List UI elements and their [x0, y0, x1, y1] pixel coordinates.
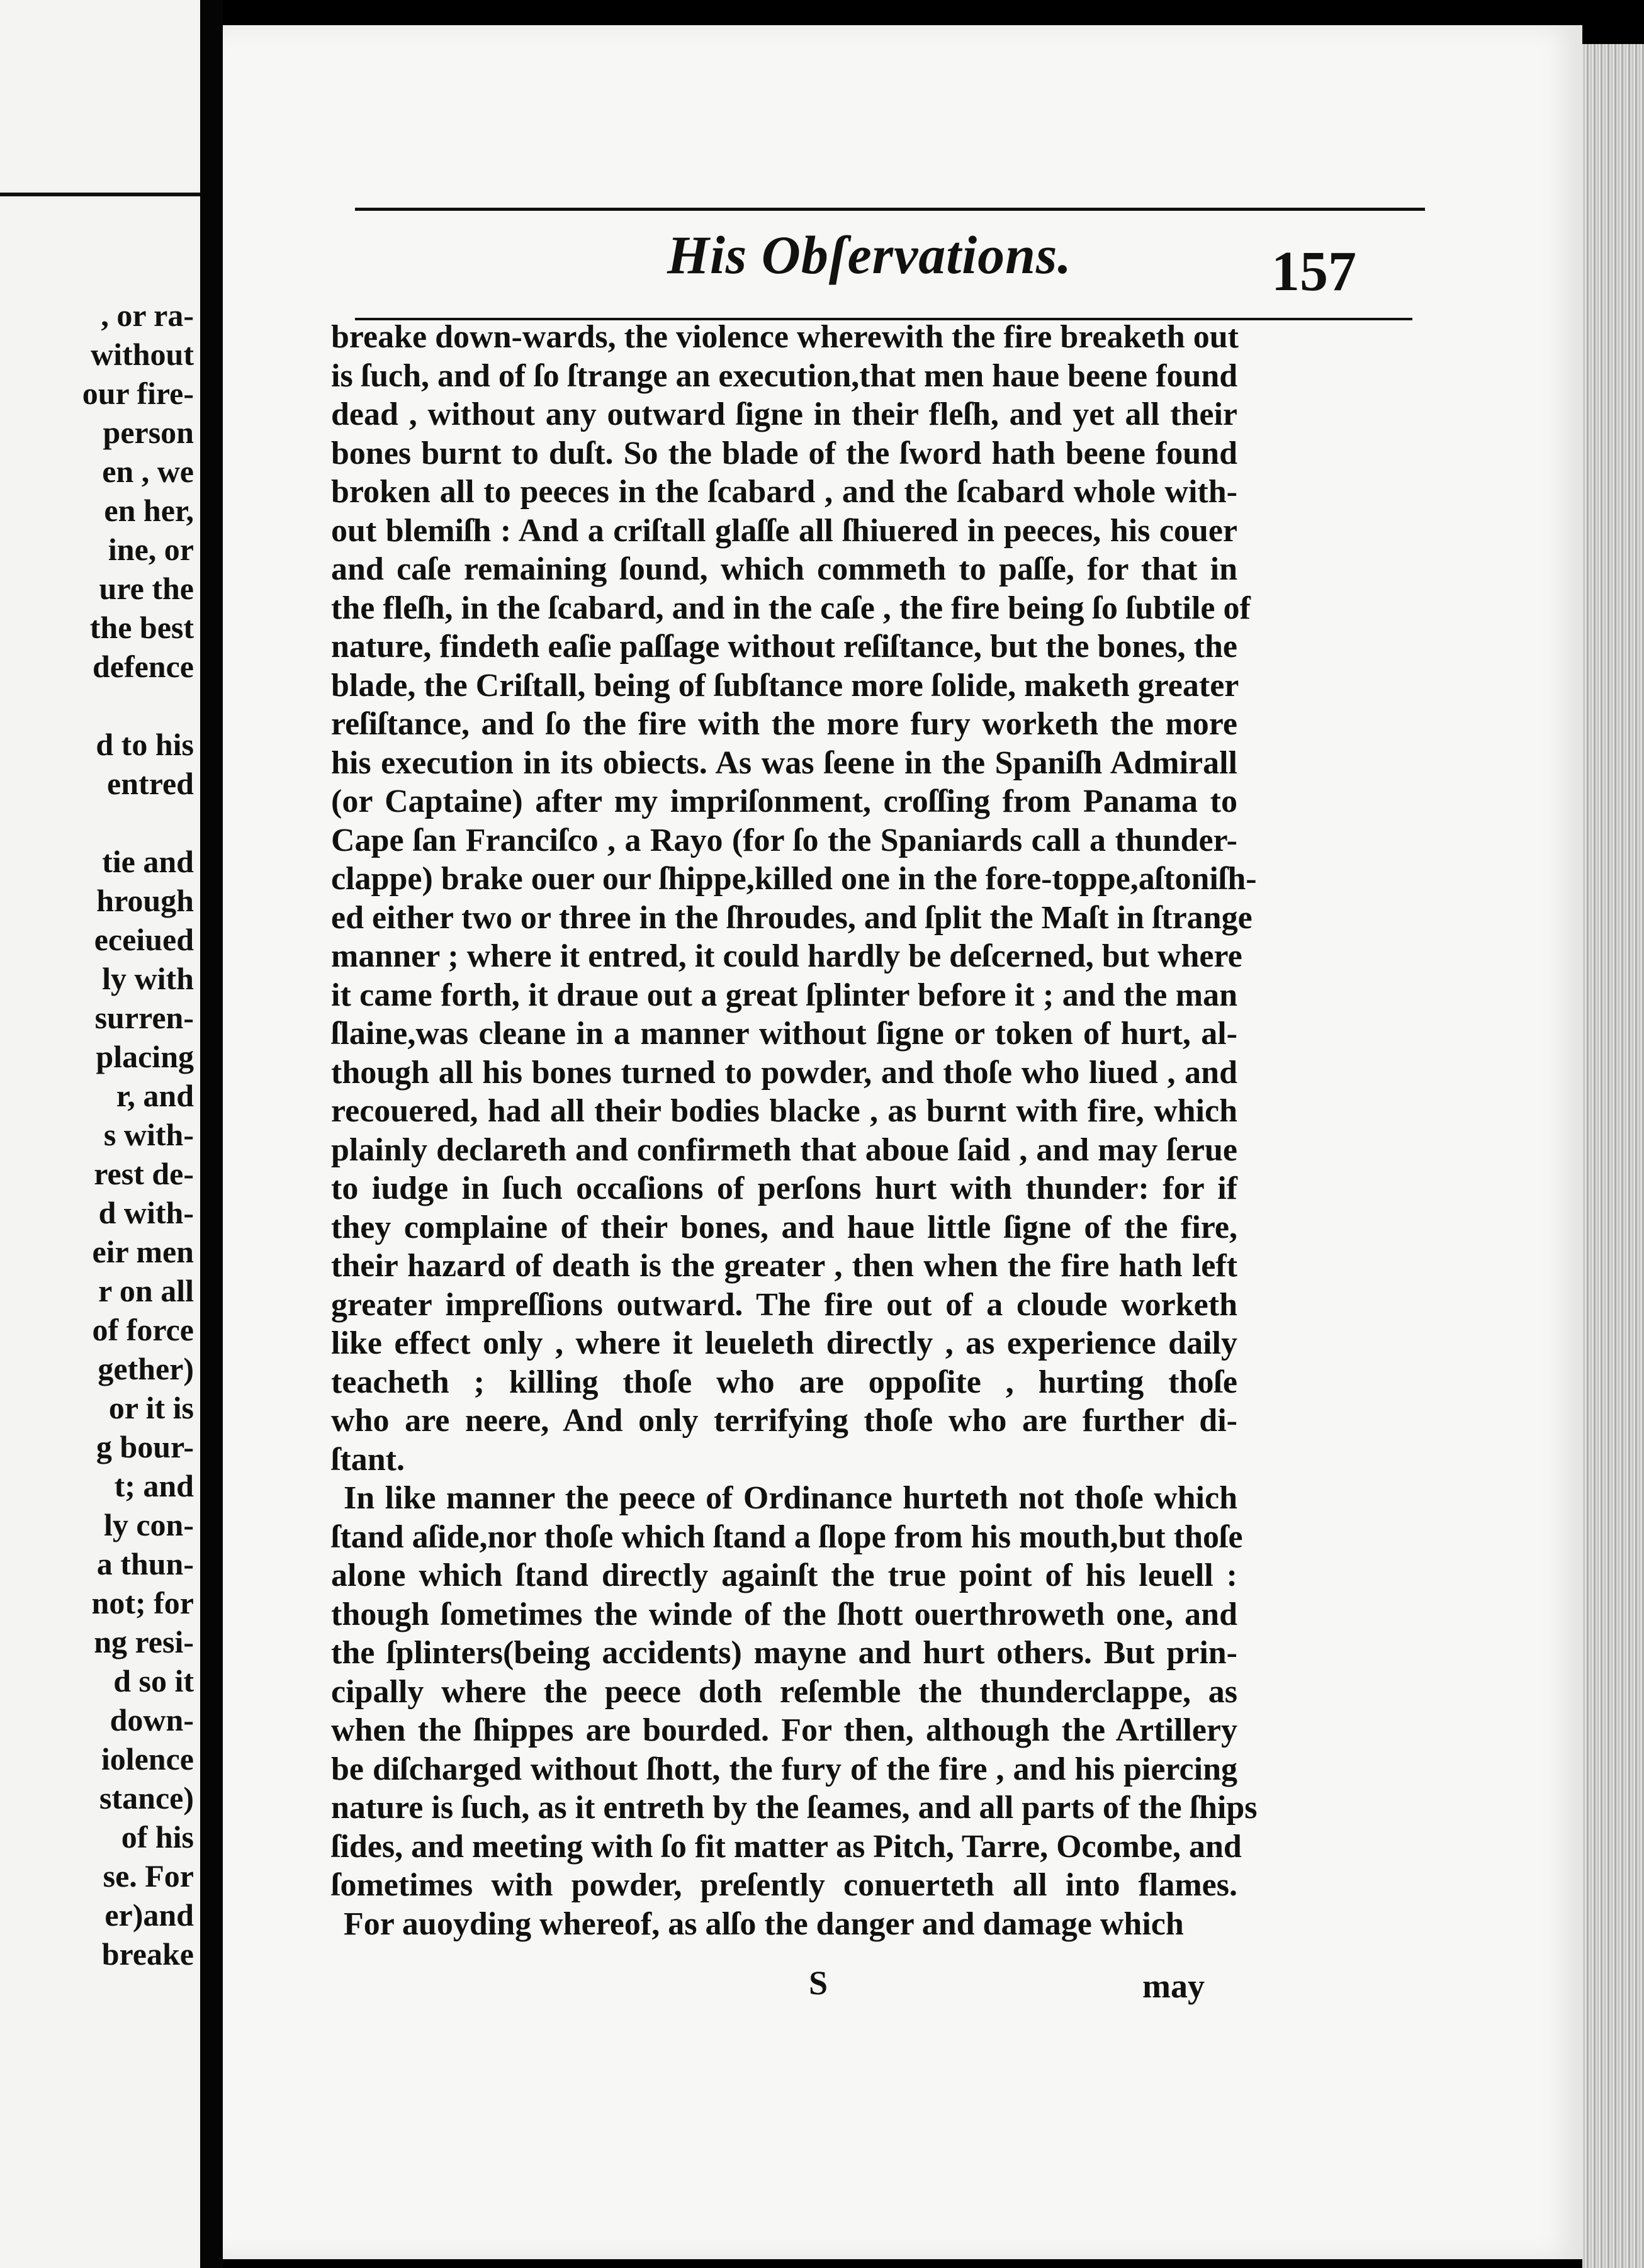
left-page-line: tie and [102, 844, 194, 879]
left-page-line: entred [107, 766, 194, 801]
body-line: Cape ſan Franciſco , a Rayo (for ſo the Spaniards call a thunder- [331, 822, 1237, 858]
body-line: nature is ſuch, as it entreth by the ſeames, and all parts of the ſhips [331, 1790, 1258, 1826]
body-line: they complaine of their bones, and haue little ſigne of the fire, [331, 1209, 1237, 1245]
body-line: recouered, had all their bodies blacke , as burnt with fire, which [331, 1093, 1237, 1129]
left-page-line: d to his [96, 727, 194, 762]
left-page-line: ine, or [108, 532, 194, 567]
body-line: ſtand aſide,nor thoſe which ſtand a ſlope from his mouth,but thoſe [331, 1519, 1243, 1555]
left-page-line: rest de- [94, 1156, 194, 1191]
body-line: blade, the Criſtall, being of ſubſtance more ſolide, maketh greater [331, 667, 1239, 704]
left-page-line: eceiued [94, 922, 194, 957]
left-page-line: d so it [113, 1663, 194, 1698]
body-line: cipally where the peece doth reſemble the thunderclappe, as [331, 1673, 1237, 1710]
book-gutter [200, 0, 223, 2268]
catchword: may [1142, 1967, 1205, 2005]
page-number: 157 [1271, 240, 1356, 303]
body-line: broken all to peeces in the ſcabard , and the ſcabard whole with- [331, 474, 1237, 510]
left-page-line: eir men [92, 1234, 194, 1269]
left-page-line: en , we [102, 454, 194, 489]
left-page-line: the best [89, 610, 194, 645]
body-line: like effect only , where it leueleth directly , as experience daily [331, 1325, 1237, 1361]
body-line: ſtant. [331, 1441, 405, 1478]
left-page-line: r, and [116, 1078, 194, 1113]
left-page-line: breake [101, 1936, 194, 1972]
left-page-line: surren- [94, 1000, 194, 1035]
body-line: out blemiſh : And a criſtall glaſſe all ſhiuered in peeces, his couer [331, 512, 1237, 549]
page-edges [1582, 44, 1644, 2268]
body-line: is ſuch, and of ſo ſtrange an execution,that men haue beene found [331, 357, 1238, 394]
body-line: the ſplinters(being accidents) mayne and hurt others. But prin- [331, 1635, 1237, 1671]
body-line: be diſcharged without ſhott, the fury of the fire , and his piercing [331, 1751, 1237, 1787]
left-page-line: ng resi- [94, 1624, 194, 1659]
left-page-line: defence [92, 649, 194, 684]
left-page-line: t; and [114, 1468, 194, 1503]
left-page-line: our fire- [82, 376, 194, 411]
body-line: his execution in its obiects. As was ſeene in the Spaniſh Admirall [331, 744, 1237, 781]
left-page-line: ly with [102, 961, 194, 996]
left-page-line: se. For [103, 1858, 194, 1894]
left-page-line: s with- [103, 1117, 194, 1152]
left-page-line: g bour- [96, 1429, 194, 1464]
left-page-line: , or ra- [101, 298, 194, 333]
left-page-line: not; for [91, 1585, 194, 1620]
left-page-line: hrough [96, 883, 194, 918]
left-page-line: d with- [98, 1195, 194, 1230]
body-line: nature, findeth eaſie paſſage without reſiſtance, but the bones, the [331, 629, 1237, 665]
left-page-line: en her, [104, 493, 194, 528]
body-line: ed either two or three in the ſhroudes, and ſplit the Maſt in ſtrange [331, 899, 1253, 936]
body-line: greater impreſſions outward. The fire out of a cloude worketh [331, 1286, 1237, 1323]
body-line: ſides, and meeting with ſo fit matter as Pitch, Tarre, Ocombe, and [331, 1828, 1242, 1865]
body-line: teacheth ; killing thoſe who are oppoſite , hurting thoſe [331, 1364, 1237, 1400]
body-line: and caſe remaining ſound, which commeth to paſſe, for that in [331, 551, 1237, 587]
left-page-line: without [91, 337, 194, 372]
body-line: (or Captaine) after my impriſonment, croſſing from Panama to [331, 783, 1237, 819]
body-line: breake down-wards, the violence wherewith the fire breaketh out [331, 319, 1239, 355]
header-top-rule [355, 208, 1425, 211]
body-text [331, 318, 1258, 1943]
left-page-line: or it is [108, 1390, 194, 1425]
running-head: His Obſervations. [667, 225, 1072, 285]
body-line: For auoyding whereof, as alſo the danger and damage which [344, 1906, 1184, 1942]
body-line: manner ; where it entred, it could hardly be deſcerned, but where [331, 938, 1242, 974]
body-line: the fleſh, in the ſcabard, and in the caſe , the fire being ſo ſubtile of [331, 590, 1251, 626]
left-page-line: gether) [98, 1351, 194, 1386]
body-line: ſometimes with powder, preſently conuerteth all into flames. [331, 1867, 1237, 1903]
left-page-line: er)and [104, 1897, 194, 1933]
body-line: clappe) brake ouer our ſhippe,killed one in the fore-toppe,aſtoniſh- [331, 861, 1257, 897]
left-facing-page [0, 0, 200, 2268]
body-line: when the ſhippes are bourded. For then, although the Artillery [331, 1712, 1237, 1748]
body-line: ſlaine,was cleane in a manner without ſigne or token of hurt, al- [331, 1016, 1237, 1052]
body-line: though ſometimes the winde of the ſhott ouerthroweth one, and [331, 1596, 1237, 1632]
body-line: plainly declareth and confirmeth that aboue ſaid , and may ſerue [331, 1131, 1237, 1168]
body-line: to iudge in ſuch occaſions of perſons hurt with thunder: for if [331, 1170, 1237, 1206]
left-page-line: of his [121, 1819, 194, 1855]
body-line: who are neere, And only terrifying thoſe who are further di- [331, 1403, 1237, 1439]
body-line: alone which ſtand directly againſt the true point of his leuell : [331, 1558, 1237, 1593]
left-page-line: ly con- [103, 1507, 194, 1542]
left-page-line: ure the [99, 571, 194, 606]
left-page-line: person [103, 415, 194, 450]
signature-mark: S [809, 1964, 828, 2002]
body-line: it came forth, it draue out a great ſplinter before it ; and the man [331, 977, 1237, 1013]
body-line: bones burnt to duſt. So the blade of the ſword hath beene found [331, 435, 1237, 471]
body-line: though all his bones turned to powder, and thoſe who liued , and [331, 1054, 1237, 1091]
left-page-line: stance) [99, 1780, 194, 1816]
left-page-line: iolence [101, 1741, 194, 1777]
left-page-line: r on all [98, 1273, 194, 1308]
left-page-rule [0, 193, 200, 196]
left-page-line: down- [110, 1702, 194, 1737]
left-page-line: of force [92, 1312, 194, 1347]
body-line: their hazard of death is the greater , then when the fire hath left [331, 1248, 1237, 1284]
left-page-line: placing [96, 1039, 194, 1074]
body-line: In like manner the peece of Ordinance hurteth not thoſe which [344, 1480, 1237, 1516]
left-page-line: a thun- [96, 1546, 194, 1581]
body-line: reſiſtance, and ſo the fire with the more fury worketh the more [331, 706, 1237, 742]
body-line: dead , without any outward ſigne in their fleſh, and yet all their [331, 396, 1237, 432]
